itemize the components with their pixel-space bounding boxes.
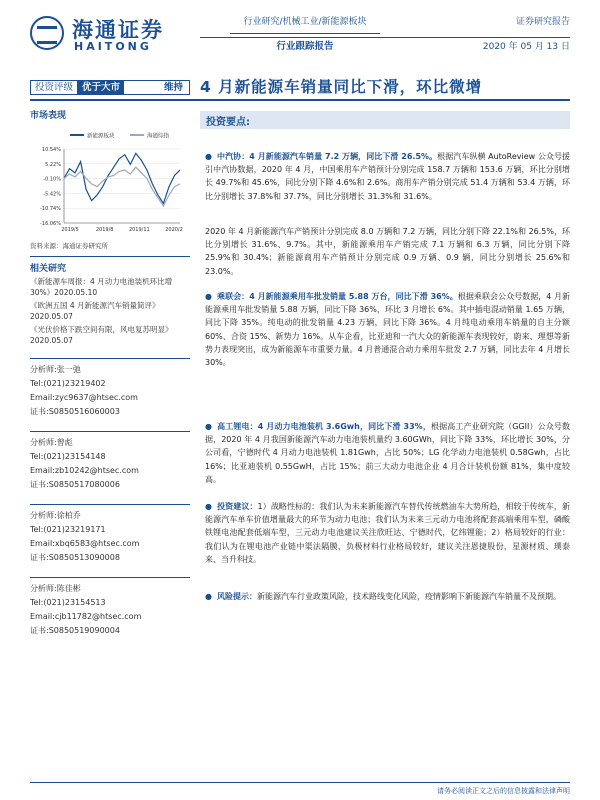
analyst-name: 分析师:曾彪 (30, 438, 73, 447)
analyst-email[interactable]: Email:cjb11782@htsec.com (30, 612, 142, 621)
legend-label: 海通综指 (147, 133, 170, 140)
analyst-tel: Tel:(021)23219171 (30, 525, 106, 534)
analyst-tel: Tel:(021)23154513 (30, 598, 106, 607)
logo-english: HAITONG (74, 40, 152, 53)
bullet-icon: ● (205, 152, 212, 161)
key-point-body: 根据乘联会公众号数据，4 月新能源乘用车批发销量 5.88 万辆，同比下降 36%，环比 3 月增长 6%。其中插电混动销量 1.65 万辆，同比下降 35%。纯电动的批发销量 4.23 万辆，同比下降 36%。4 月纯电动乘用车销量的自主分额 60%、合资 15%、新势力 16%。从车企看，比亚迪和一汽大众的新能源车表现较好，蔚来、理想等新势力表现突出，成为新能源车市重要力量。4 月普通混合动力乘用车批发 2.7 万辆，同比去年 4 月增长 30%。 (205, 292, 570, 368)
x-tick-label: 2020/2 (165, 227, 183, 233)
rating-action: 维持 (163, 82, 183, 93)
title-rule (30, 99, 570, 101)
y-tick-label: -10.74% (40, 206, 61, 213)
page-title: 4 月新能源车销量同比下滑，环比微增 (200, 78, 483, 96)
key-point-lead: 高工锂电：4 月动力电池装机 3.6Gwh，同比下滑 33%， (217, 422, 431, 431)
analyst-cert: 证书:S0850513090008 (30, 553, 120, 562)
bullet-icon: ● (205, 422, 212, 431)
analyst-name: 分析师:徐柏乔 (30, 511, 81, 520)
rating-value: 优于大市 (78, 81, 124, 94)
series-line (64, 167, 180, 206)
market-chart (30, 127, 190, 237)
y-tick-label: -0.10% (43, 176, 61, 183)
chart-source: 资料来源：海通证券研究所 (30, 242, 108, 250)
key-point-paragraph (205, 290, 570, 369)
key-point-body: 根据汽车纵横 AutoReview 公众号援引中汽协数据，2020 年 4 月，中国乘用车产销预计分别完成 158.7 万辆和 153.6 万辆，环比分别增长 49.7%和 45.6%，同比分别下降 4.6%和 2.6%。商用车产销分别完成 51.4 万辆和 53.4 万辆，环比分别增长 37.8%和 37.7%，同比分别增长 31.3%和 31.6%。 (205, 152, 570, 201)
key-point-lead: 乘联会：4 月新能源乘用车批发销量 5.88 万台，同比下滑 36%。 (217, 292, 458, 301)
analyst-cert: 证书:S0850517080006 (30, 480, 120, 489)
market-chart-svg (30, 127, 190, 237)
analyst-email[interactable]: Email:zyc9637@htsec.com (30, 393, 138, 402)
key-points-heading: 投资要点: (206, 117, 250, 128)
analyst-block (30, 577, 190, 638)
footer-disclaimer[interactable]: 请务必阅读正文之后的信息披露和法律声明 (437, 787, 570, 795)
y-tick-label: 10.54% (41, 147, 61, 153)
analyst-tel: Tel:(021)23219402 (30, 379, 106, 388)
bullet-icon: ● (205, 592, 212, 601)
x-tick-label: 2019/11 (128, 227, 150, 233)
market-heading: 市场表现 (30, 111, 67, 121)
header-center (230, 14, 380, 52)
header-right (400, 14, 570, 52)
key-point-paragraph (205, 150, 570, 203)
related-item[interactable]: 《新能源车周报：4 月动力电池装机环比增 30%》2020.05.10 (30, 277, 173, 297)
key-point-lead: 中汽协：4 月新能源汽车销量 7.2 万辆，同比下滑 26.5%。 (217, 152, 438, 161)
sidebar (30, 108, 190, 638)
investment-rating (30, 80, 190, 95)
analyst-email[interactable]: Email:zb10242@htsec.com (30, 466, 139, 475)
x-tick-label: 2019/5 (61, 227, 79, 233)
key-point-lead: 投资建议： (217, 502, 258, 511)
key-point-paragraph (205, 500, 570, 566)
analyst-name: 分析师:张一弛 (30, 365, 81, 374)
related-item[interactable]: 《光伏价格下跌空间有限，风电复苏明显》2020.05.07 (30, 325, 173, 345)
analyst-block (30, 504, 190, 565)
rating-label: 投资评级 (31, 81, 78, 94)
report-type: 行业跟踪报告 (276, 41, 334, 52)
x-tick-label: 2019/8 (95, 227, 114, 233)
footer-rule (30, 782, 570, 783)
logo-emblem-icon (30, 16, 64, 50)
y-tick-label: -5.42% (43, 191, 61, 198)
key-point-paragraph (205, 225, 570, 278)
logo-chinese: 海通证券 (72, 18, 164, 42)
analyst-cert: 证书:S0850519090004 (30, 626, 120, 635)
analyst-tel: Tel:(021)23154148 (30, 452, 106, 461)
key-point-body: 根据高工产业研究院（GGII）公众号数据，2020 年 4 月我国新能源汽车动力电池装机量约 3.60GWh，同比下降 33%，环比增长 30%，分公司看，宁德时代 4 月动力电池装机 1.81Gwh，占比 50%；LG 化学动力电池装机 0.58Gwh，占比 16%；比亚迪装机 0.55GwH，占比 15%；前三大动力电池企业 4 月合计装机份额 81%，集中度较高。 (205, 422, 570, 484)
analyst-block (30, 431, 190, 492)
key-point-lead: 风险提示： (217, 592, 257, 601)
report-label: 证券研究报告 (515, 17, 570, 27)
key-points-bar (200, 111, 570, 129)
y-tick-label: -16.06% (40, 221, 61, 227)
legend-label: 新能源板块 (87, 133, 115, 140)
related-heading: 相关研究 (30, 264, 67, 274)
bullet-icon: ● (205, 292, 212, 301)
key-point-paragraph (205, 420, 570, 486)
sector-label: 行业研究/机械工业/新能源板块 (243, 17, 367, 27)
analyst-email[interactable]: Email:xbq6583@htsec.com (30, 539, 140, 548)
analyst-cert: 证书:S0850516060003 (30, 407, 120, 416)
y-tick-label: 5.22% (45, 161, 61, 168)
bullet-icon: ● (205, 502, 212, 511)
analyst-name: 分析师:陈佳彬 (30, 584, 81, 593)
related-item[interactable]: 《欧洲五国 4 月新能源汽车销量简评》2020.05.07 (30, 301, 160, 321)
analyst-block (30, 358, 190, 419)
key-point-body: 2020 年 4 月新能源汽车产销预计分别完成 8.0 万辆和 7.2 万辆，同比分别下降 22.1%和 26.5%，环比分别增长 31.6%、9.7%。其中，新能源乘用车产销完成 7.1 万辆和 6.3 万辆，同比分别下降 25.9%和 30.4%；新能源商用车产销预计分别完成 0.9 万辆、0.9 辆，同比分别增长 25.6%和 23.0%。 (205, 227, 570, 276)
key-point-body: 1）战略性标的：我们认为未来新能源汽车替代传统燃油车大势所趋，相较于传统车，新能源汽车单车价值增量最大的环节为动力电池；我们认为未来三元动力电池将配套高端乘用车型，磷酸铁锂电池配套低端车型，三元动力电池建议关注欣旺达、宁德时代，亿纬锂能；2）格局较好的行业：我们认为在锂电池产业链中渠法隔膜，负极材料行业格局较好，建议关注恩捷股份，星源材质、璞泰来、当升科技。 (205, 502, 571, 564)
key-point-paragraph (205, 590, 570, 603)
key-point-body: 新能源汽车行业政策风险，技术路线变化风险，疫情影响下新能源汽车销量不及预期。 (257, 592, 561, 601)
company-logo (30, 14, 220, 54)
report-date: 2020 年 05 月 13 日 (482, 42, 570, 52)
